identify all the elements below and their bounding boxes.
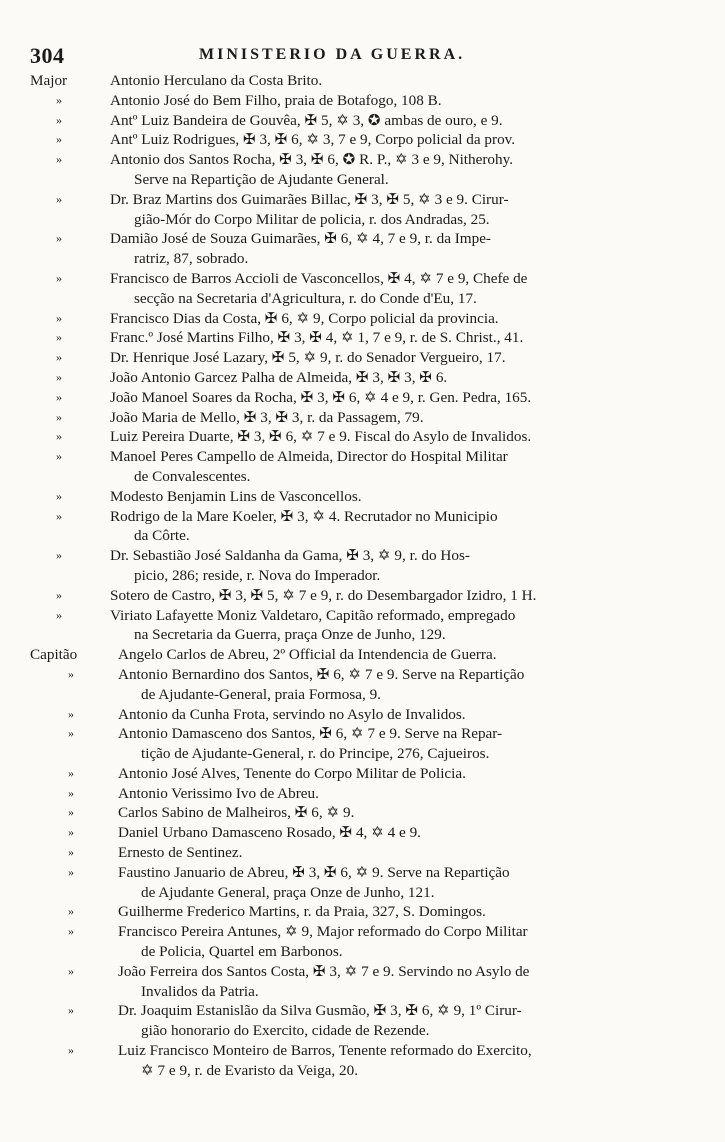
- entry-name-line: Luiz Pereira Duarte, ✠ 3, ✠ 6, ✡ 7 e 9. Fiscal do Asylo de Invalidos.: [110, 428, 532, 446]
- list-item: [0, 724, 725, 764]
- page-number: 304: [30, 43, 65, 68]
- entry-name-line: Luiz Francisco Monteiro de Barros, Tenente reformado do Exercito,: [118, 1042, 532, 1060]
- list-item: [0, 507, 725, 547]
- ditto-mark: »: [56, 369, 62, 384]
- entry-name-line: Dr. Henrique José Lazary, ✠ 5, ✡ 9, r. do Senador Vergueiro, 17.: [110, 349, 506, 367]
- ditto-mark: »: [68, 845, 74, 860]
- entry-name-line: Antonio Bernardino dos Santos, ✠ 6, ✡ 7 e 9. Serve na Repartição: [118, 665, 525, 683]
- ditto-mark: »: [56, 310, 62, 325]
- ditto-mark: »: [56, 587, 62, 602]
- list-item: [0, 408, 725, 428]
- entry-continuation-line: tição de Ajudante-General, r. do Principe, 276, Cajueiros.: [141, 745, 490, 763]
- ditto-mark: »: [56, 548, 62, 563]
- ditto-mark: »: [68, 825, 74, 840]
- list-item: [0, 902, 725, 922]
- ditto-mark: »: [56, 132, 62, 147]
- entry-name-line: Antº Luiz Bandeira de Gouvêa, ✠ 5, ✡ 3, ✪ ambas de ouro, e 9.: [110, 111, 503, 129]
- list-item: [0, 803, 725, 823]
- entry-name-line: Daniel Urbano Damasceno Rosado, ✠ 4, ✡ 4 e 9.: [118, 824, 421, 842]
- entry-continuation-line: Invalidos da Patria.: [141, 982, 259, 1000]
- entry-name-line: Dr. Joaquim Estanislão da Silva Gusmão, ✠ 3, ✠ 6, ✡ 9, 1º Cirur-: [118, 1002, 522, 1020]
- list-item: [0, 447, 725, 487]
- ditto-mark: »: [56, 607, 62, 622]
- ditto-mark: »: [68, 805, 74, 820]
- entry-name-line: Dr. Braz Martins dos Guimarães Billac, ✠ 3, ✠ 5, ✡ 3 e 9. Cirur-: [110, 190, 509, 208]
- list-item: [0, 705, 725, 725]
- list-item: [0, 645, 725, 665]
- list-item: [0, 487, 725, 507]
- entry-name-line: Francisco de Barros Accioli de Vasconcellos, ✠ 4, ✡ 7 e 9, Chefe de: [110, 269, 528, 287]
- entry-name-line: Dr. Sebastião José Saldanha da Gama, ✠ 3, ✡ 9, r. do Hos-: [110, 547, 470, 565]
- list-item: [0, 764, 725, 784]
- entry-continuation-line: gião honorario do Exercito, cidade de Rezende.: [141, 1022, 430, 1040]
- list-item: [0, 130, 725, 150]
- entry-name-line: Ernesto de Sentinez.: [118, 844, 243, 862]
- entry-name-line: Carlos Sabino de Malheiros, ✠ 6, ✡ 9.: [118, 804, 355, 822]
- entry-name-line: João Ferreira dos Santos Costa, ✠ 3, ✡ 7 e 9. Servindo no Asylo de: [118, 962, 530, 980]
- list-item: [0, 269, 725, 309]
- list-item: [0, 91, 725, 111]
- entry-name-line: Antonio Damasceno dos Santos, ✠ 6, ✡ 7 e 9. Serve na Repar-: [118, 725, 503, 743]
- list-item: [0, 190, 725, 230]
- ditto-mark: »: [56, 409, 62, 424]
- list-item: [0, 863, 725, 903]
- entry-name-line: Francisco Dias da Costa, ✠ 6, ✡ 9, Corpo policial da provincia.: [110, 309, 499, 327]
- entry-continuation-line: da Côrte.: [134, 527, 190, 545]
- list-item: [0, 328, 725, 348]
- entry-name-line: Antonio Herculano da Costa Brito.: [110, 72, 323, 89]
- officer-list: [0, 71, 725, 1081]
- list-item: [0, 111, 725, 131]
- entry-continuation-line: gião-Mór do Corpo Militar de policia, r. dos Andradas, 25.: [134, 210, 490, 228]
- entry-continuation-line: de Ajudante General, praça Onze de Junho, 121.: [141, 883, 435, 901]
- ditto-mark: »: [68, 765, 74, 780]
- list-item: [0, 71, 725, 91]
- entry-name-line: Antonio José do Bem Filho, praia de Botafogo, 108 B.: [110, 91, 442, 109]
- list-item: [0, 150, 725, 190]
- entry-continuation-line: de Policia, Quartel em Barbonos.: [141, 943, 343, 961]
- entry-name-line: Sotero de Castro, ✠ 3, ✠ 5, ✡ 7 e 9, r. do Desembargador Izidro, 1 H.: [110, 586, 537, 604]
- ditto-mark: »: [56, 350, 62, 365]
- list-item: [0, 586, 725, 606]
- list-item: [0, 546, 725, 586]
- entry-name-line: Franc.º José Martins Filho, ✠ 3, ✠ 4, ✡ 1, 7 e 9, r. de S. Christ., 41.: [110, 329, 524, 347]
- list-item: [0, 229, 725, 269]
- entry-name-line: João Antonio Garcez Palha de Almeida, ✠ 3, ✠ 3, ✠ 6.: [110, 368, 448, 386]
- ditto-mark: »: [68, 904, 74, 919]
- entry-continuation-line: na Secretaria da Guerra, praça Onze de Junho, 129.: [134, 626, 446, 644]
- ditto-mark: »: [56, 449, 62, 464]
- list-item: [0, 1001, 725, 1041]
- ditto-mark: »: [56, 152, 62, 167]
- entry-name-line: Antonio da Cunha Frota, servindo no Asylo de Invalidos.: [118, 705, 466, 723]
- entry-name-line: Rodrigo de la Mare Koeler, ✠ 3, ✡ 4. Recrutador no Municipio: [110, 507, 498, 525]
- entry-name-line: Damião José de Souza Guimarães, ✠ 6, ✡ 4, 7 e 9, r. da Impe-: [110, 230, 491, 248]
- rank-label: Major: [30, 72, 68, 89]
- ditto-mark: »: [68, 666, 74, 681]
- ditto-mark: »: [56, 429, 62, 444]
- ditto-mark: »: [56, 330, 62, 345]
- entry-continuation-line: secção na Secretaria d'Agricultura, r. do Conde d'Eu, 17.: [134, 289, 477, 307]
- entry-continuation-line: de Convalescentes.: [134, 467, 251, 485]
- ditto-mark: »: [56, 488, 62, 503]
- ditto-mark: »: [68, 726, 74, 741]
- entry-continuation-line: de Ajudante-General, praia Formosa, 9.: [141, 685, 381, 703]
- list-item: [0, 962, 725, 1002]
- entry-name-line: Angelo Carlos de Abreu, 2º Official da Intendencia de Guerra.: [118, 646, 497, 664]
- ditto-mark: »: [68, 706, 74, 721]
- list-item: [0, 823, 725, 843]
- entry-name-line: Manoel Peres Campello de Almeida, Director do Hospital Militar: [110, 448, 508, 466]
- list-item: [0, 665, 725, 705]
- entry-name-line: Viriato Lafayette Moniz Valdetaro, Capitão reformado, empregado: [110, 606, 516, 624]
- list-item: [0, 368, 725, 388]
- list-item: [0, 1041, 725, 1081]
- page-title: MINISTERIO DA GUERRA.: [199, 46, 466, 63]
- entry-continuation-line: picio, 286; reside, r. Nova do Imperador.: [134, 566, 381, 584]
- ditto-mark: »: [68, 864, 74, 879]
- list-item: [0, 922, 725, 962]
- entry-name-line: Antonio Verissimo Ivo de Abreu.: [118, 784, 319, 802]
- list-item: [0, 427, 725, 447]
- ditto-mark: »: [68, 785, 74, 800]
- entry-name-line: Antonio José Alves, Tenente do Corpo Militar de Policia.: [118, 764, 466, 782]
- entry-name-line: Modesto Benjamin Lins de Vasconcellos.: [110, 487, 362, 505]
- entry-name-line: Antº Luiz Rodrigues, ✠ 3, ✠ 6, ✡ 3, 7 e 9, Corpo policial da prov.: [110, 131, 516, 149]
- entry-name-line: João Maria de Mello, ✠ 3, ✠ 3, r. da Passagem, 79.: [110, 408, 424, 426]
- ditto-mark: »: [68, 1043, 74, 1058]
- entry-name-line: Antonio dos Santos Rocha, ✠ 3, ✠ 6, ✪ R. P., ✡ 3 e 9, Nitherohy.: [110, 151, 514, 169]
- entry-continuation-line: Serve na Repartição de Ajudante General.: [134, 170, 389, 188]
- list-item: [0, 606, 725, 646]
- entry-name-line: Guilherme Frederico Martins, r. da Praia, 327, S. Domingos.: [118, 903, 486, 921]
- ditto-mark: »: [68, 924, 74, 939]
- list-item: [0, 388, 725, 408]
- ditto-mark: »: [68, 963, 74, 978]
- entry-continuation-line: ✡ 7 e 9, r. de Evaristo da Veiga, 20.: [141, 1061, 359, 1079]
- ditto-mark: »: [56, 92, 62, 107]
- ditto-mark: »: [56, 508, 62, 523]
- ditto-mark: »: [56, 389, 62, 404]
- ditto-mark: »: [56, 112, 62, 127]
- ditto-mark: »: [56, 270, 62, 285]
- entry-name-line: Faustino Januario de Abreu, ✠ 3, ✠ 6, ✡ 9. Serve na Repartição: [118, 863, 510, 881]
- list-item: [0, 843, 725, 863]
- list-item: [0, 309, 725, 329]
- entry-name-line: Francisco Pereira Antunes, ✡ 9, Major reformado do Corpo Militar: [118, 923, 528, 941]
- entry-name-line: João Manoel Soares da Rocha, ✠ 3, ✠ 6, ✡ 4 e 9, r. Gen. Pedra, 165.: [110, 388, 532, 406]
- ditto-mark: »: [68, 1003, 74, 1018]
- ditto-mark: »: [56, 231, 62, 246]
- list-item: [0, 348, 725, 368]
- entry-continuation-line: ratriz, 87, sobrado.: [134, 250, 249, 268]
- ditto-mark: »: [56, 191, 62, 206]
- list-item: [0, 784, 725, 804]
- rank-label: Capitão: [30, 646, 78, 664]
